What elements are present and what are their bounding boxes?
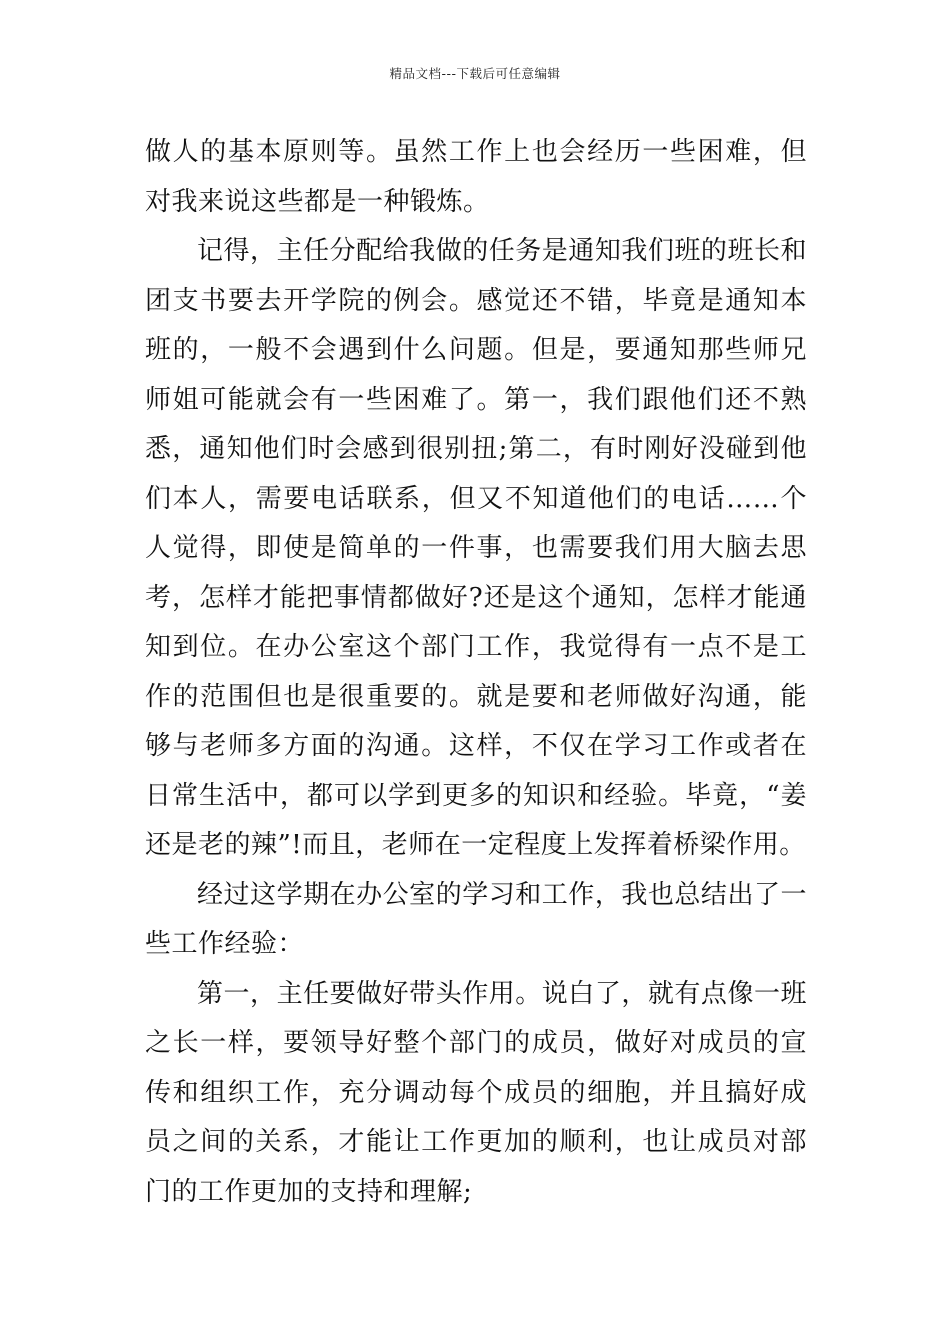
paragraph-notification-task: 记得，主任分配给我做的任务是通知我们班的班长和团支书要去开学院的例会。感觉还不错，毕竟是通知本班的，一般不会遇到什么问题。但是，要通知那些师兄师姐可能就会有一些困难了。第一，我们跟他们还不熟悉，通知他们时会感到很别扭;第二，有时刚好没碰到他们本人，需要电话联系，但又不知道他们的电话……个人觉得，即使是简单的一件事，也需要我们用大脑去思考，怎样才能把事情都做好?还是这个通知，怎样才能通知到位。在办公室这个部门工作，我觉得有一点不是工作的范围但也是很重要的。就是要和老师做好沟通，能够与老师多方面的沟通。这样，不仅在学习工作或者在日常生活中，都可以学到更多的知识和经验。毕竟，“姜还是老的辣”!而且，老师在一定程度上发挥着桥梁作用。 [145,236,807,860]
paragraph-continuation: 做人的基本原则等。虽然工作上也会经历一些困难，但对我来说这些都是一种锻炼。 [145,137,807,217]
paragraph-experience-intro: 经过这学期在办公室的学习和工作，我也总结出了一些工作经验： [145,879,807,959]
paragraph-first-point: 第一，主任要做好带头作用。说白了，就有点像一班之长一样，要领导好整个部门的成员，做好对成员的宣传和组织工作，充分调动每个成员的细胞，并且搞好成员之间的关系，才能让工作更加的顺利，也让成员对部门的工作更加的支持和理解; [145,978,807,1207]
page-header: 精品文档---下载后可任意编辑 [389,66,561,81]
document-body [145,128,807,1217]
